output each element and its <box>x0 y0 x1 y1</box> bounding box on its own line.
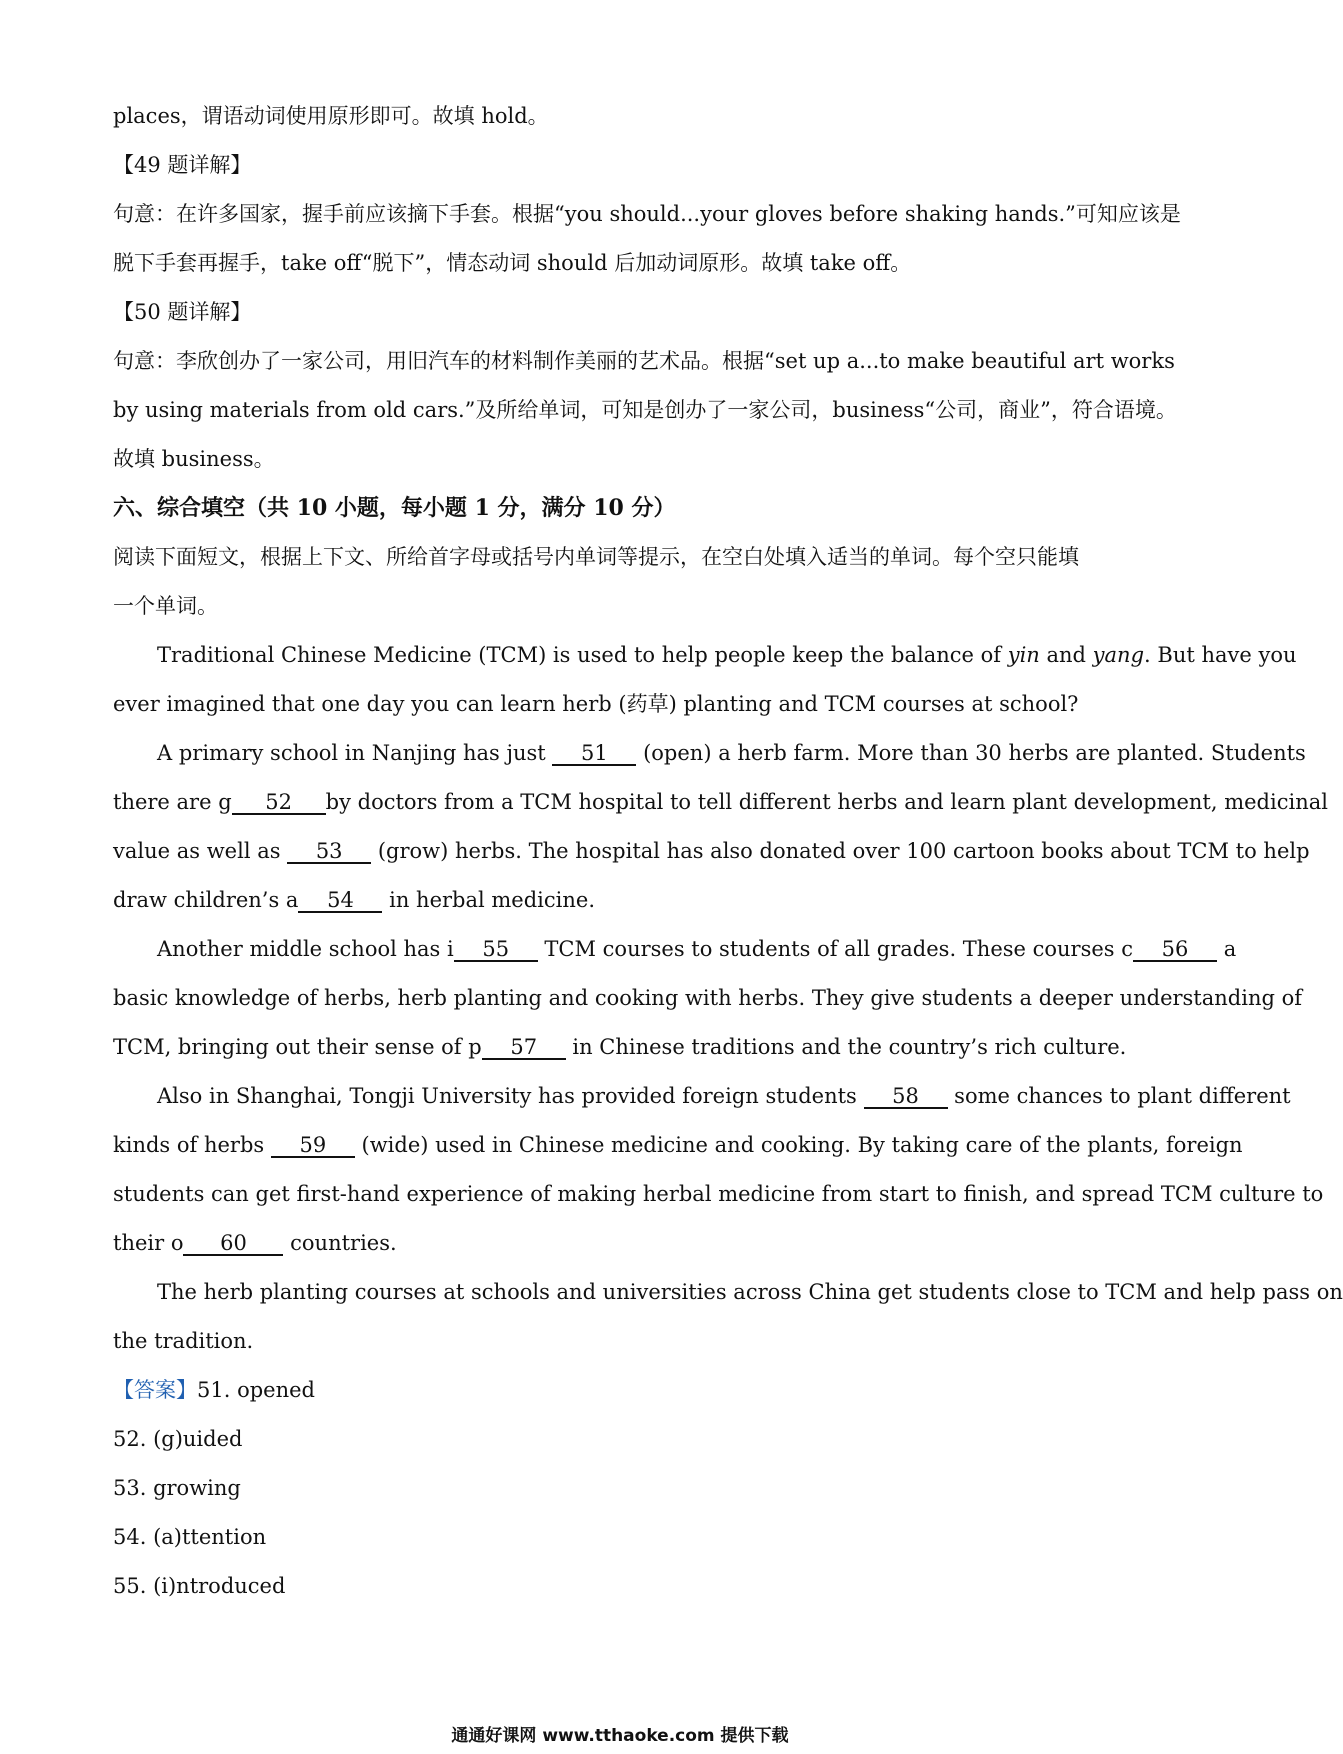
passage-line <box>113 778 1328 827</box>
passage-line <box>113 1072 1291 1121</box>
passage-line: the tradition. <box>113 1329 254 1353</box>
blank-51[interactable]: 51 <box>552 742 636 766</box>
passage-text: a <box>1217 937 1237 961</box>
passage-text: value as well as <box>113 839 288 863</box>
blank-52[interactable]: 52 <box>232 791 326 815</box>
instructions-line: 一个单词。 <box>113 594 218 618</box>
passage-line <box>113 631 1297 680</box>
passage-text: in Chinese traditions and the country’s rich culture. <box>565 1035 1127 1059</box>
passage-text: (grow) herbs. The hospital has also donated over 100 cartoon books about TCM to help <box>371 839 1310 863</box>
passage-text: A primary school in Nanjing has just <box>157 741 553 765</box>
question-50-heading: 【50 题详解】 <box>113 300 252 324</box>
passage-text: Traditional Chinese Medicine (TCM) is used to help people keep the balance of <box>157 643 1008 667</box>
italic-term: yin <box>1007 643 1040 667</box>
passage-text: Also in Shanghai, Tongji University has provided foreign students <box>157 1084 864 1108</box>
answer-line <box>113 1366 1131 1415</box>
passage-text: in herbal medicine. <box>382 888 595 912</box>
text-line: by using materials from old cars.”及所给单词，可知是创办了一家公司，business“公司，商业”，符合语境。 <box>113 398 1177 422</box>
passage-text: some chances to plant different <box>947 1084 1291 1108</box>
instructions-line: 阅读下面短文，根据上下文、所给首字母或括号内单词等提示，在空白处填入适当的单词。每个空只能填 <box>113 545 1079 569</box>
passage-text: countries. <box>283 1231 397 1255</box>
blank-56[interactable]: 56 <box>1133 938 1217 962</box>
passage-text: their o <box>113 1231 184 1255</box>
page-footer: 通通好课网 www.tthaoke.com 提供下载 <box>451 1726 789 1746</box>
passage-line: The herb planting courses at schools and universities across China get students close to TCM and help pass on <box>157 1280 1343 1304</box>
italic-term: yang <box>1092 643 1145 667</box>
passage-text: and <box>1039 643 1093 667</box>
blank-57[interactable]: 57 <box>482 1036 566 1060</box>
text-line: 脱下手套再握手，take off“脱下”，情态动词 should 后加动词原形。故填 take off。 <box>113 251 912 275</box>
passage-text: TCM, bringing out their sense of p <box>113 1035 482 1059</box>
blank-60[interactable]: 60 <box>183 1232 283 1256</box>
text-line: 故填 business。 <box>113 447 275 471</box>
answer-51: 51. opened <box>197 1378 315 1402</box>
passage-text: Another middle school has i <box>157 937 454 961</box>
passage-line: ever imagined that one day you can learn herb (药草) planting and TCM courses at school? <box>113 692 1079 716</box>
answer-53: 53. growing <box>113 1476 241 1500</box>
blank-54[interactable]: 54 <box>298 889 382 913</box>
answer-52: 52. (g)uided <box>113 1427 243 1451</box>
passage-line: students can get first-hand experience of making herbal medicine from start to finish, and spread TCM culture to <box>113 1182 1324 1206</box>
passage-line <box>113 827 1310 876</box>
passage-text: kinds of herbs <box>113 1133 271 1157</box>
section-heading: 六、综合填空（共 10 小题，每小题 1 分，满分 10 分） <box>113 495 676 521</box>
passage-line <box>113 1023 1131 1072</box>
text-line: 句意：李欣创办了一家公司，用旧汽车的材料制作美丽的艺术品。根据“set up a...to make beautiful art works <box>113 349 1175 373</box>
text-line: places，谓语动词使用原形即可。故填 hold。 <box>113 104 549 128</box>
blank-55[interactable]: 55 <box>454 938 538 962</box>
passage-line <box>113 876 1131 925</box>
passage-text: draw children’s a <box>113 888 299 912</box>
passage-line: basic knowledge of herbs, herb planting and cooking with herbs. They give students a deeper understanding of <box>113 986 1303 1010</box>
passage-text: TCM courses to students of all grades. These courses c <box>537 937 1134 961</box>
passage-text: . But have you <box>1144 643 1297 667</box>
passage-text: by doctors from a TCM hospital to tell different herbs and learn plant development, medicinal <box>325 790 1328 814</box>
passage-line <box>113 729 1306 778</box>
answer-54: 54. (a)ttention <box>113 1525 267 1549</box>
passage-text: (open) a herb farm. More than 30 herbs are planted. Students <box>636 741 1306 765</box>
answer-55: 55. (i)ntroduced <box>113 1574 286 1598</box>
passage-line <box>113 925 1237 974</box>
answer-tag: 【答案】 <box>113 1378 197 1402</box>
blank-58[interactable]: 58 <box>864 1085 948 1109</box>
passage-line <box>113 1219 1131 1268</box>
blank-59[interactable]: 59 <box>271 1134 355 1158</box>
blank-53[interactable]: 53 <box>287 840 371 864</box>
passage-line <box>113 1121 1243 1170</box>
text-line: 句意：在许多国家，握手前应该摘下手套。根据“you should...your gloves before shaking hands.”可知应该是 <box>113 202 1181 226</box>
question-49-heading: 【49 题详解】 <box>113 153 252 177</box>
passage-text: (wide) used in Chinese medicine and cooking. By taking care of the plants, foreign <box>354 1133 1243 1157</box>
passage-text: there are g <box>113 790 232 814</box>
document-body <box>113 92 1343 1611</box>
